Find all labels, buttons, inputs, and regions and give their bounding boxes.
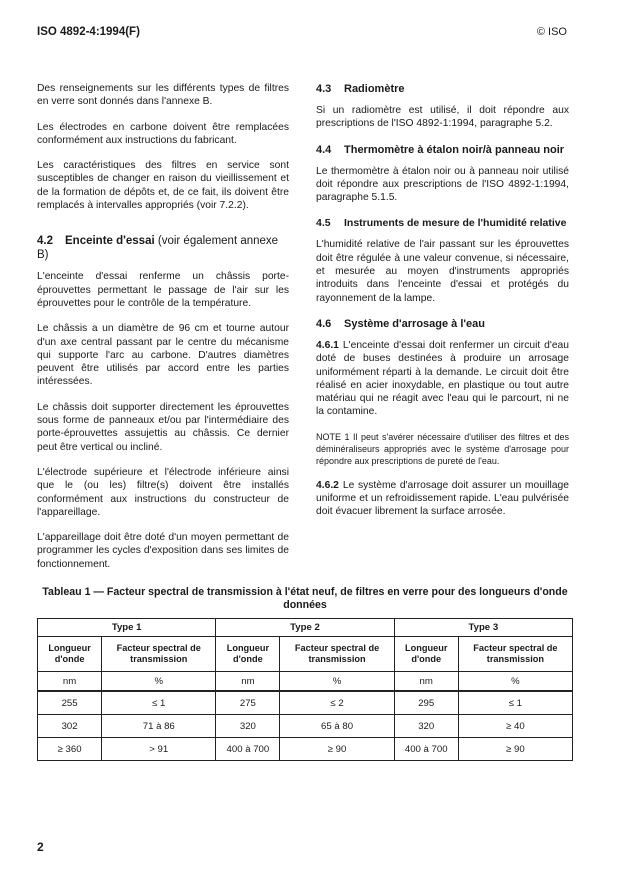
paragraph: Le thermomètre à étalon noir ou à panneau noir utilisé doit répondre aux prescriptions de l'ISO 4892-1:1994, paragraphe 5.1.5. bbox=[316, 165, 569, 204]
paragraph: Le châssis a un diamètre de 96 cm et tourne autour d'un axe central passant par le centre du mécanisme qui supporte l'arc au carbone. D'autres diamètres peuvent être utilisés par accord entre les parties intéressées. bbox=[37, 323, 289, 388]
section-heading-4-2 bbox=[37, 234, 289, 262]
left-column bbox=[37, 82, 289, 583]
table-row bbox=[38, 691, 573, 715]
table-cell: ≥ 40 bbox=[458, 715, 572, 738]
paragraph: L'appareillage doit être doté d'un moyen permettant de programmer les cycles d'exposition dans ses limites de fonctionnement. bbox=[37, 532, 289, 570]
paragraph: Si un radiomètre est utilisé, il doit répondre aux prescriptions de l'ISO 4892-1:1994, paragraphe 5.2. bbox=[316, 105, 569, 130]
unit-cell: nm bbox=[38, 672, 102, 692]
unit-cell: % bbox=[458, 672, 572, 692]
paragraph: Les électrodes en carbone doivent être remplacées conformément aux instructions du fabricant. bbox=[37, 121, 289, 146]
section-title: Radiomètre bbox=[344, 83, 405, 95]
paragraph: L'électrode supérieure et l'électrode inférieure ainsi que le (ou les) filtre(s) doivent être installés conformément aux instructions du constructeur de l'appareillage. bbox=[37, 466, 289, 518]
table-cell: 320 bbox=[394, 715, 458, 738]
table-row bbox=[38, 715, 573, 738]
paragraph: Les caractéristiques des filtres en service sont susceptibles de changer en raison du vieillissement et de la formation de dépôts et, de ce fait, ils doivent être remplacés à intervalles appropriés (voir 7.2.2). bbox=[37, 160, 289, 212]
section-heading-4-3 bbox=[316, 82, 569, 96]
table-cell: ≤ 1 bbox=[458, 691, 572, 715]
table-cell: ≤ 2 bbox=[280, 691, 394, 715]
table-cell: ≥ 360 bbox=[38, 738, 102, 761]
table-1 bbox=[37, 586, 573, 761]
table-cell: ≥ 90 bbox=[458, 738, 572, 761]
section-note: (voir également annexe B) bbox=[37, 235, 279, 262]
unit-cell: % bbox=[102, 672, 216, 692]
table-cell: ≥ 90 bbox=[280, 738, 394, 761]
note: NOTE 1 Il peut s'avérer nécessaire d'utiliser des filtres et des déminéraliseurs appropriés avec le système d'arrosage pour répondre aux prescriptions de pureté de l'eau. bbox=[316, 431, 569, 466]
table-cell: 302 bbox=[38, 715, 102, 738]
section-heading-4-4 bbox=[316, 143, 569, 157]
publisher-mark: © ISO bbox=[536, 26, 567, 38]
type-header: Type 2 bbox=[216, 619, 394, 637]
section-number: 4.4 bbox=[316, 143, 332, 156]
unit-cell: % bbox=[280, 672, 394, 692]
section-title: Instruments de mesure de l'humidité relative bbox=[344, 217, 567, 230]
unit-cell: nm bbox=[394, 672, 458, 692]
table-cell: 275 bbox=[216, 691, 280, 715]
document-id: ISO 4892-4:1994(F) bbox=[37, 26, 140, 38]
table-cell: 255 bbox=[38, 691, 102, 715]
section-title: Système d'arrosage à l'eau bbox=[344, 317, 485, 330]
type-header: Type 1 bbox=[38, 619, 216, 637]
table-cell: 65 à 80 bbox=[280, 715, 394, 738]
unit-cell: nm bbox=[216, 672, 280, 692]
subsection-number: 4.6.2 bbox=[316, 479, 339, 491]
section-heading-4-5 bbox=[316, 216, 569, 230]
table-cell: 320 bbox=[216, 715, 280, 738]
section-number: 4.2 bbox=[37, 235, 53, 248]
type-header: Type 3 bbox=[394, 619, 572, 637]
paragraph: Des renseignements sur les différents types de filtres en verre sont donnés dans l'annexe B. bbox=[37, 83, 289, 108]
column-header-wavelength: Longueur d'onde bbox=[394, 637, 458, 672]
section-number: 4.5 bbox=[316, 217, 331, 230]
table-cell: 400 à 700 bbox=[394, 738, 458, 761]
page-number: 2 bbox=[37, 840, 44, 854]
column-header-wavelength: Longueur d'onde bbox=[38, 637, 102, 672]
column-header-factor: Facteur spectral de transmission bbox=[102, 637, 216, 672]
subsection-number: 4.6.1 bbox=[316, 339, 339, 351]
right-column bbox=[316, 82, 569, 531]
paragraph-text: L'enceinte d'essai doit renfermer un circuit d'eau doté de buses destinées à produire un arrosage uniformément réparti à la demande. Le circuit doit être réalisé en acier inoxydable, en plastique ou tout autre matériau qui ne réagit avec l'eau qui le parcourt, ni ne la contamine. bbox=[316, 339, 569, 418]
table-cell: 71 à 86 bbox=[102, 715, 216, 738]
transmission-table bbox=[37, 618, 573, 761]
paragraph bbox=[316, 339, 569, 419]
section-heading-4-6 bbox=[316, 317, 569, 331]
paragraph: L'enceinte d'essai renferme un châssis porte-éprouvettes permettant le passage de l'air sur les éprouvettes pour le contrôle de la température. bbox=[37, 271, 289, 309]
table-caption: Tableau 1 — Facteur spectral de transmission à l'état neuf, de filtres en verre pour des longueurs d'onde données bbox=[42, 586, 568, 611]
column-header-wavelength: Longueur d'onde bbox=[216, 637, 280, 672]
table-cell: > 91 bbox=[102, 738, 216, 761]
table-cell: 400 à 700 bbox=[216, 738, 280, 761]
paragraph: L'humidité relative de l'air passant sur les éprouvettes doit être régulée à une valeur convenue, si nécessaire, et mesurée au moyen d'instruments appropriés introduits dans l'enceinte d'essai et protégés du rayonnement de la lampe. bbox=[316, 239, 569, 304]
section-number: 4.6 bbox=[316, 317, 332, 330]
column-header-factor: Facteur spectral de transmission bbox=[458, 637, 572, 672]
paragraph: Le châssis doit supporter directement les éprouvettes sous forme de panneaux et/ou par l'intermédiaire des porte-éprouvettes assujettis au châssis. Ce dernier peut être vertical ou incliné. bbox=[37, 401, 289, 453]
paragraph bbox=[316, 479, 569, 519]
table-cell: 295 bbox=[394, 691, 458, 715]
section-title: Enceinte d'essai bbox=[65, 235, 155, 248]
column-header-factor: Facteur spectral de transmission bbox=[280, 637, 394, 672]
section-number: 4.3 bbox=[316, 83, 332, 95]
table-cell: ≤ 1 bbox=[102, 691, 216, 715]
section-title: Thermomètre à étalon noir/à panneau noir bbox=[344, 143, 565, 156]
paragraph-text: Le système d'arrosage doit assurer un mouillage uniforme et un refroidissement rapide. L'eau pulvérisée doit évacuer librement la surface arrosée. bbox=[316, 479, 569, 518]
table-row bbox=[38, 738, 573, 761]
